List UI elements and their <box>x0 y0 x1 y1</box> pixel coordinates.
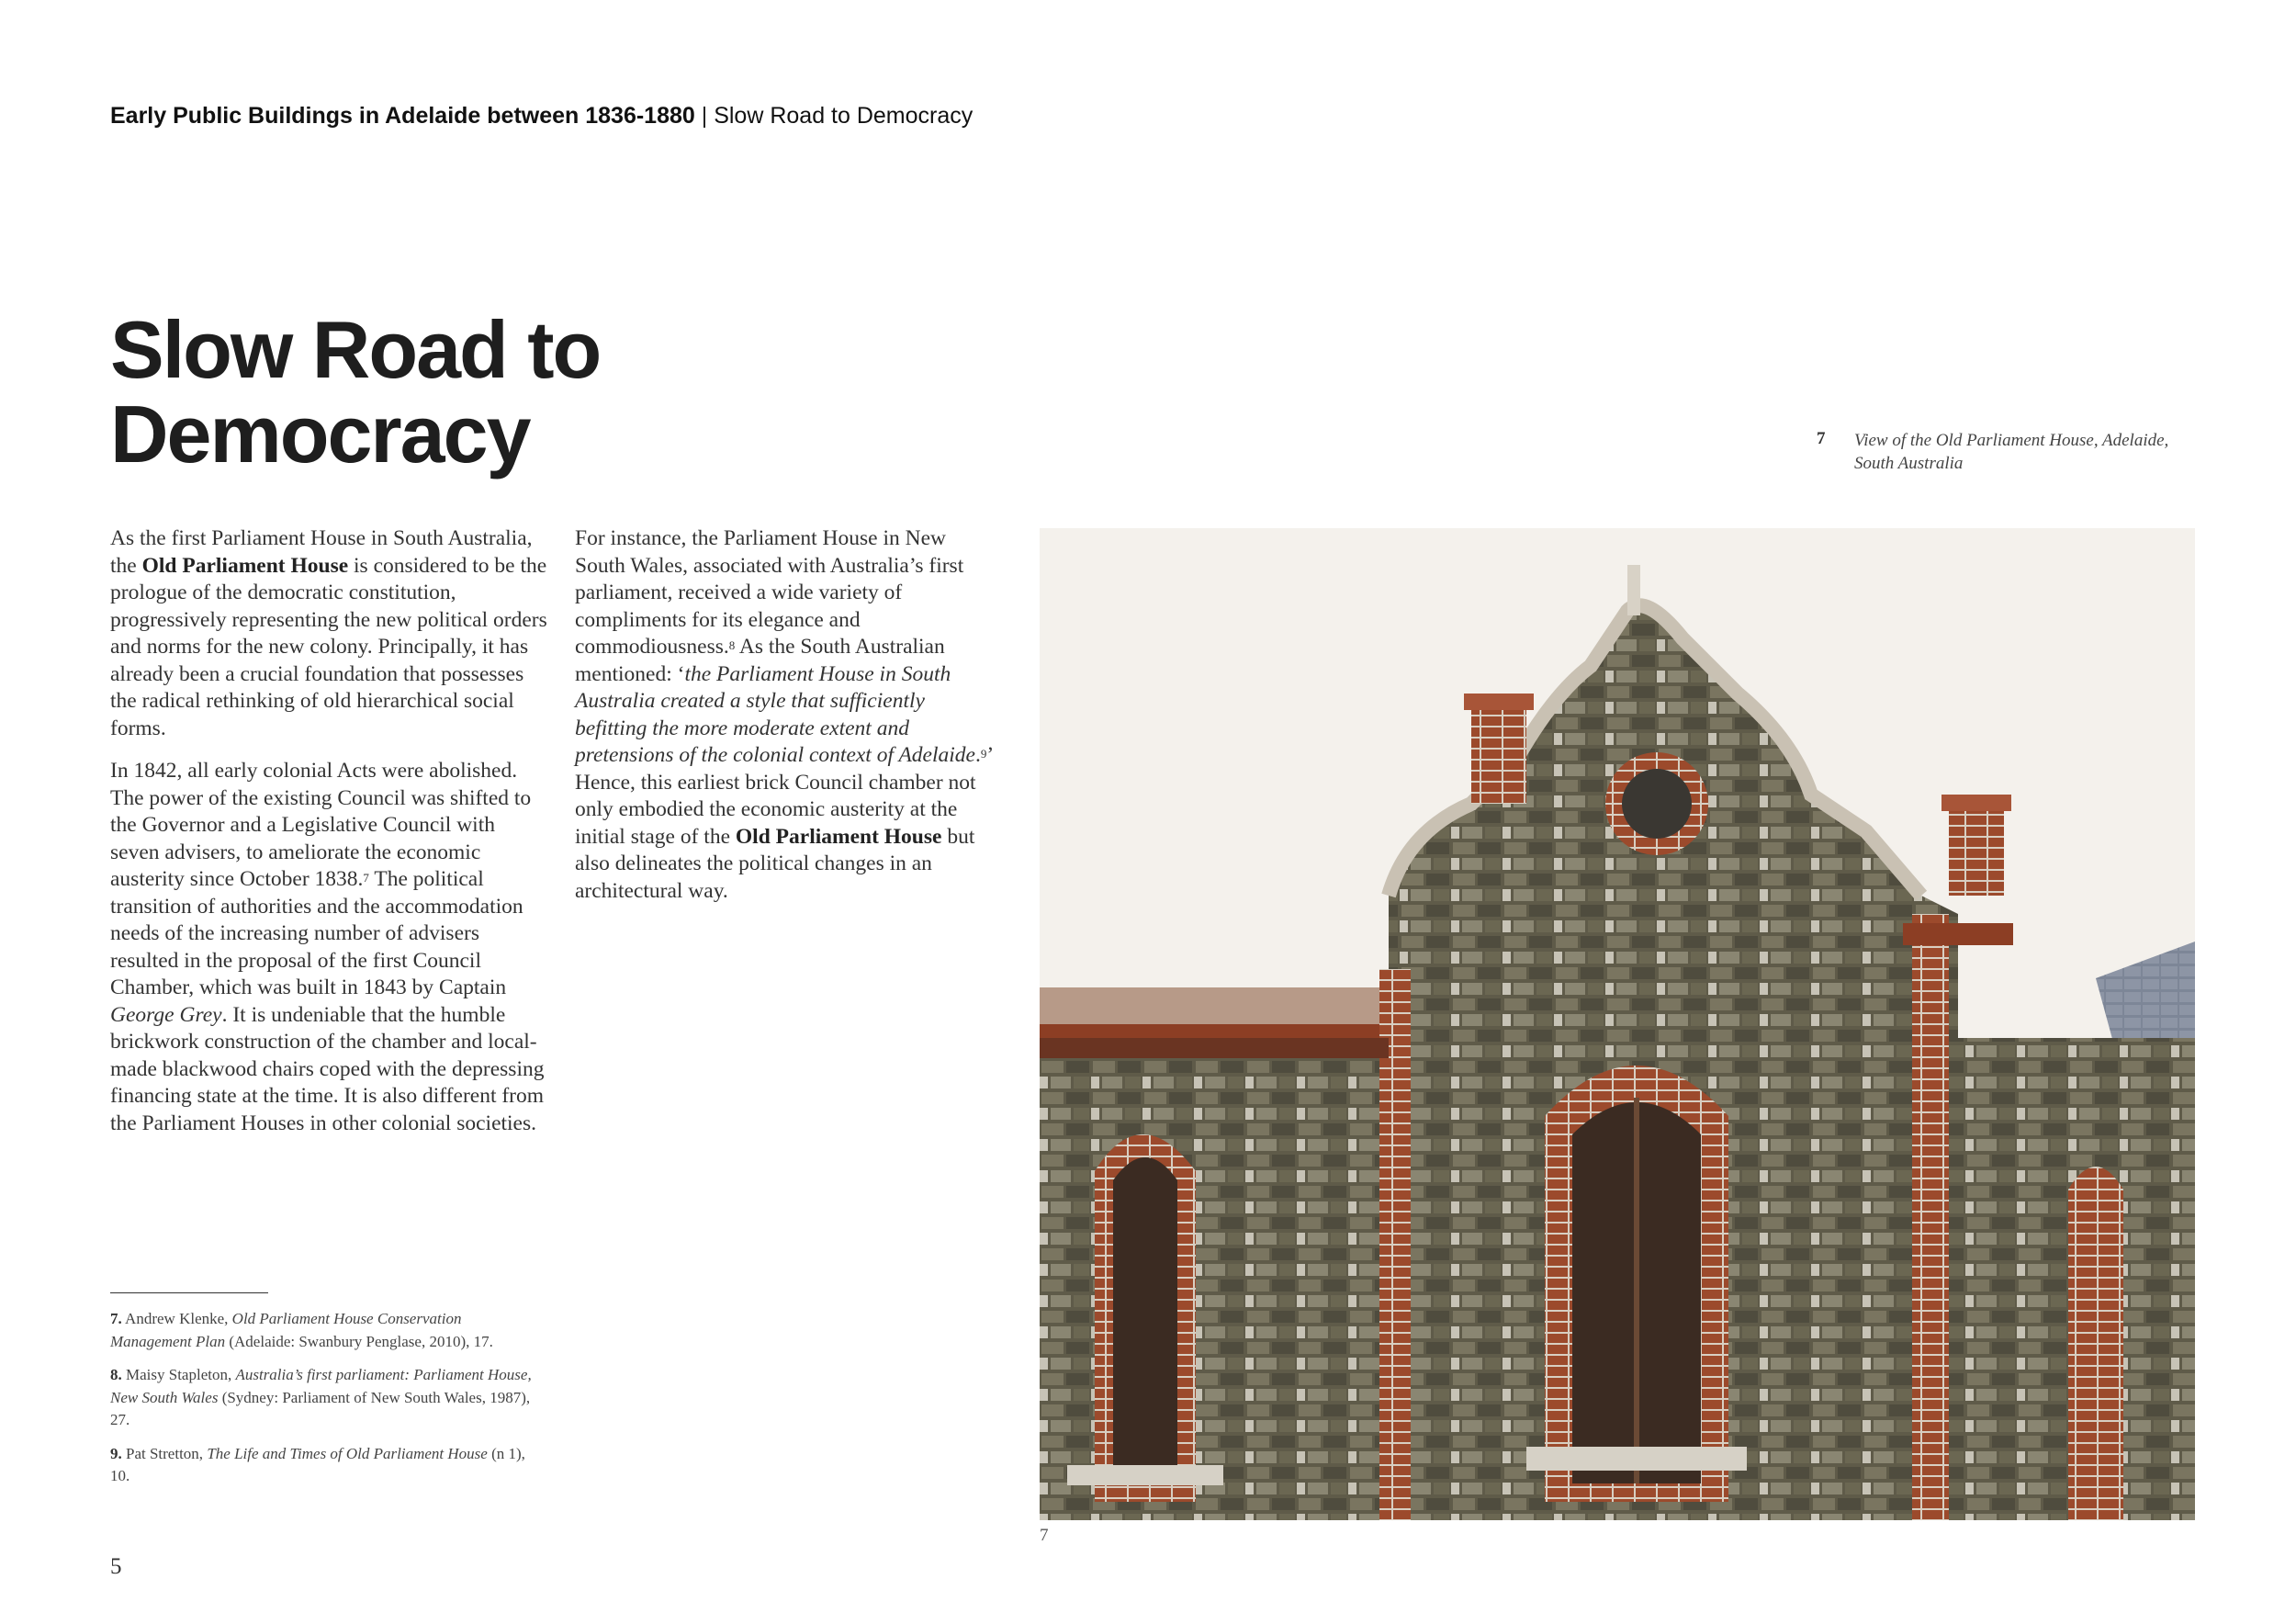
text-run: (Sydney: Parliament of New South Wales, 1987), 27. <box>110 1388 531 1428</box>
window-right-surround <box>2068 1167 2123 1520</box>
text-run: Andrew Klenke, <box>121 1310 232 1327</box>
citation-title: Old Parliament House Conservation Management Plan <box>110 1310 462 1350</box>
text-run: As the first Parliament House in South Australia, the <box>110 526 533 578</box>
text-run: For instance, the Parliament House in New South Wales, associated with Australia’s first parliament, received a wide variety of compliments for its elegance and commodiousness. <box>575 526 964 659</box>
footnote-7 <box>110 1308 542 1353</box>
text-run: Pat Stretton, <box>121 1444 208 1462</box>
bold-term: Old Parliament House <box>141 553 349 578</box>
footnote-8 <box>110 1364 542 1432</box>
window-left <box>1113 1157 1177 1483</box>
text-run: The political transition of authorities and the accommodation needs of the increasing number of advisers resulted in the proposal of the first Council Chamber, which was built in 1843 by Captain <box>110 867 523 999</box>
text-run: Maisy Stapleton, <box>121 1366 236 1383</box>
footnote-ref-7: 7 <box>363 871 369 885</box>
figure-caption: View of the Old Parliament House, Adelaide, South Australia <box>1854 431 2169 473</box>
finial <box>1627 565 1640 615</box>
text-run: In 1842, all early colonial Acts were abolished. The power of the existing Council was shifted to the Governor and a Legislative Council with seven advisers, to ameliorate the economic austerity since October 1838. <box>110 759 532 891</box>
page-number: 5 <box>110 1554 122 1579</box>
footnote-ref-8: 8 <box>728 638 736 652</box>
text-run: ’ Hence, this earliest brick Council chamber not only embodied the economic austerity at the initial stage of the <box>575 743 993 849</box>
header-book-title: Early Public Buildings in Adelaide between 1836-1880 <box>110 103 695 129</box>
text-run: but also delineates the political changes in an architectural way. <box>575 824 975 903</box>
brick-quoin-right <box>1912 914 1949 1520</box>
citation-title: Australia’s first parliament: Parliament House, New South Wales <box>110 1366 532 1406</box>
paragraph-2 <box>110 758 549 1137</box>
text-run: . It is undeniable that the humble brickwork construction of the chamber and local-made blackwood chairs coped with the depressing financing state at the time. It is also different from the Parliament Houses in other colonial societies. <box>110 1002 545 1135</box>
sill-left <box>1067 1465 1223 1485</box>
citation-title: The Life and Times of Old Parliament House <box>207 1444 488 1462</box>
header-section-title: Slow Road to Democracy <box>714 103 974 129</box>
body-column-left <box>110 525 549 1153</box>
footnote-9 <box>110 1443 542 1488</box>
italic-name: George Grey <box>110 1002 222 1027</box>
round-window <box>1622 769 1692 839</box>
footnote-number: 7. <box>110 1310 122 1327</box>
footnotes <box>110 1308 542 1499</box>
header-separator: | <box>701 103 708 129</box>
paragraph-1 <box>110 525 549 742</box>
text-run: As the South Australian mentioned: ‘ <box>575 635 945 686</box>
footnote-number: 8. <box>110 1366 122 1383</box>
page-title-line1: Slow Road to <box>110 304 601 395</box>
page-title <box>110 304 601 479</box>
text-run: is considered to be the prologue of the democratic constitution, progressively representing the new political orders and norms for the new colony. Principally, it has already been a crucial foundation that possesses the radical rethinking of old hierarchical social forms. <box>110 553 547 740</box>
building-photo <box>1040 528 2195 1520</box>
text-run: . <box>974 743 981 767</box>
footnote-ref-9: 9 <box>980 747 987 761</box>
running-header <box>110 103 973 130</box>
bold-term: Old Parliament House <box>735 824 942 849</box>
figure-label: 7 <box>1040 1526 1049 1545</box>
figure-caption-number: 7 <box>1817 429 1826 448</box>
sill-center <box>1526 1447 1747 1471</box>
page-title-line2: Democracy <box>110 389 530 479</box>
text-run: (Adelaide: Swanbury Penglase, 2010), 17. <box>225 1332 493 1350</box>
italic-quote: the Parliament House in South Australia created a style that sufficiently befitting the more moderate extent and pretensions of the colonial context of Adelaide <box>575 661 975 767</box>
footnote-number: 9. <box>110 1444 122 1462</box>
chimney-right <box>1949 804 2004 896</box>
paragraph-3 <box>575 525 993 905</box>
body-column-right <box>575 525 993 920</box>
chimney-left <box>1471 703 1526 804</box>
text-run: (n 1), 10. <box>110 1444 525 1484</box>
footnote-divider <box>110 1292 268 1293</box>
